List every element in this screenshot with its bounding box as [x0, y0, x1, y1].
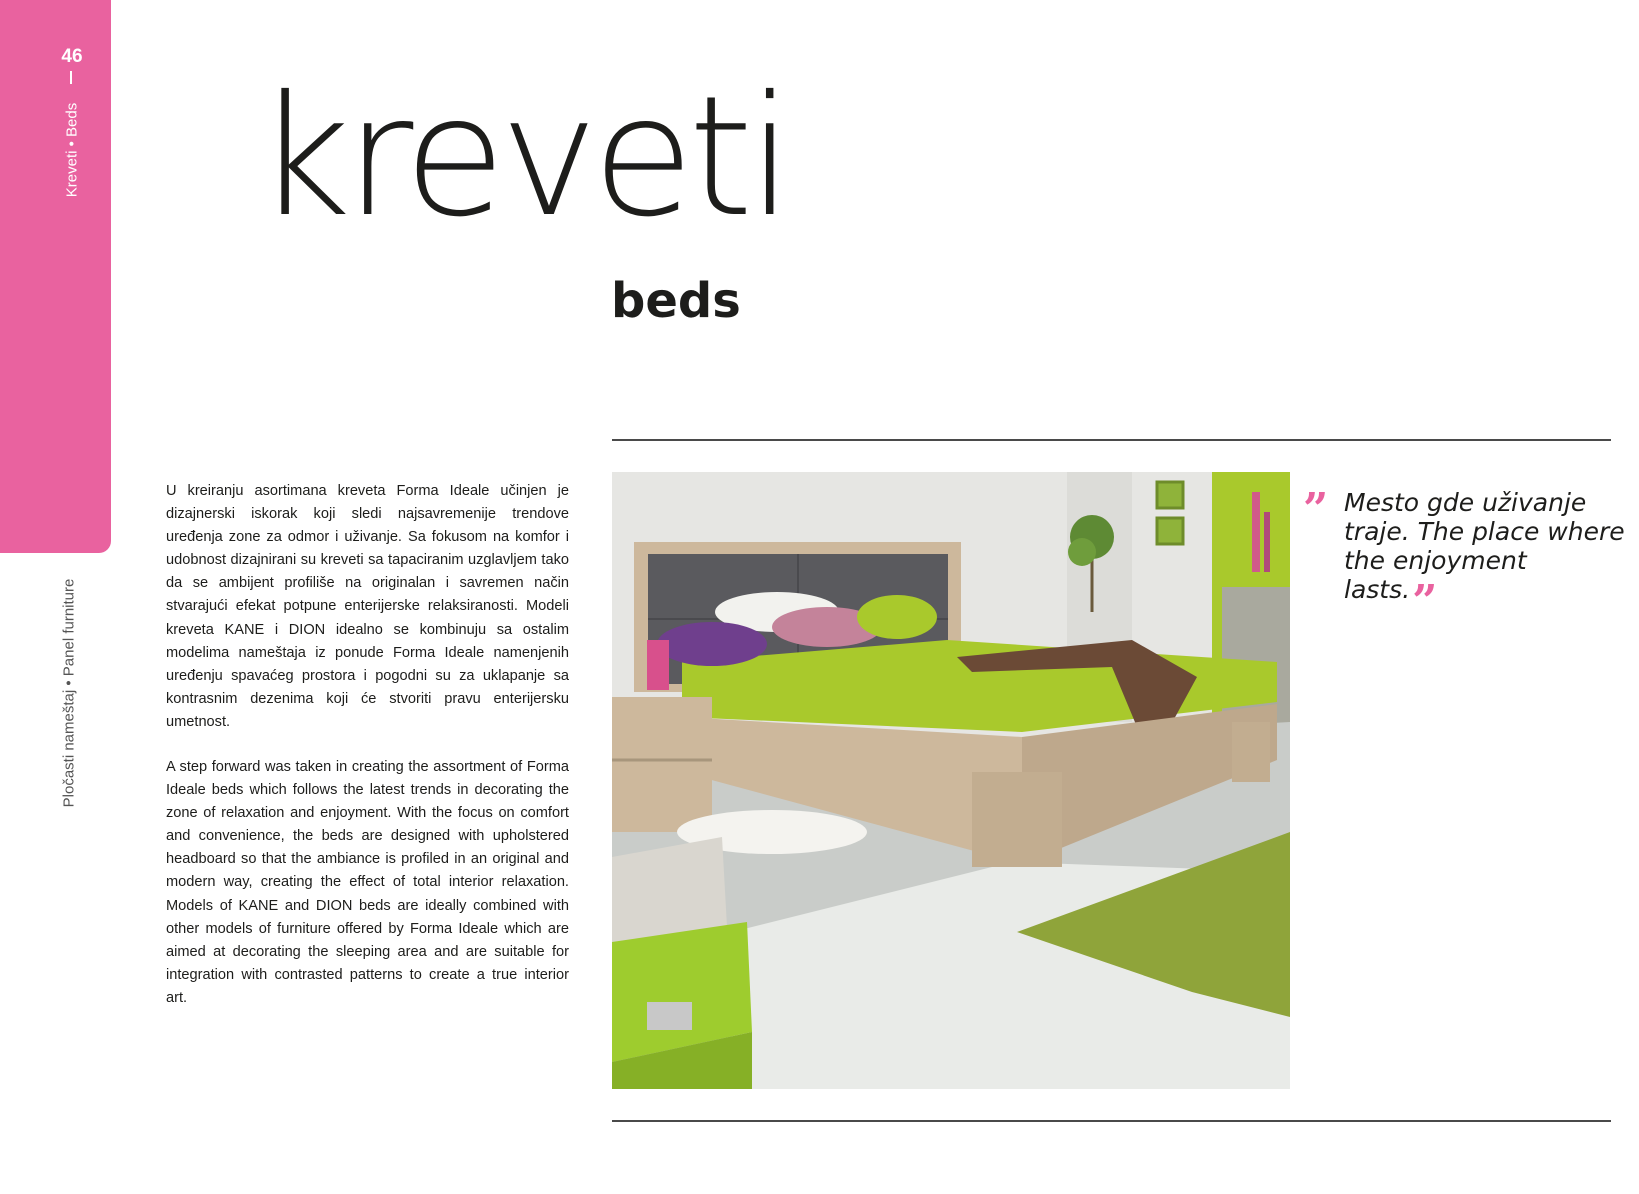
top-divider — [612, 439, 1611, 441]
page-number: 46 — [61, 46, 83, 67]
category-label: Pločasti nameštaj • Panel furniture — [60, 578, 78, 808]
quote-close-mark: ” — [1412, 576, 1438, 627]
page-subtitle: beds — [611, 273, 741, 329]
page-title: kreveti — [255, 61, 788, 254]
paragraph-english: A step forward was taken in creating the assortment of Forma Ideale beds which follows the latest trends in decorating the zone of relaxation and enjoyment. With the focus on comfort and convenience, the beds are designed with upholstered headboard so that the ambiance is profiled in an original and modern way, creating the effect of total interior relaxation. Models of KANE and DION beds are ideally combined with other models of furniture offered by Forma Ideale which are aimed at decorating the sleeping area and are suitable for integration with contrasted patterns to create a true interior art. — [166, 759, 569, 1006]
page-number-divider — [70, 71, 72, 84]
bottom-divider — [612, 1120, 1611, 1122]
frame-2 — [1157, 518, 1183, 544]
pull-quote: ” Mesto gde uživanje traje. The place where the enjoyment lasts.” — [1303, 484, 1625, 627]
paragraph-serbian: U kreiranju asortimana kreveta Forma Ideale učinjen je dizajnerski iskorak koji sledi najsavremenije trendove uređenja zone za odmor i uživanje. Sa fokusom na komfor i udobnost dizajnirani su kreveti sa tapaciranim uzglavljem tako da se ambijent profiliše na originalan i savremen način stvarajući efekat potpune enterijerske relaksiranosti. Modeli kreveta KANE i DION idealno se kombinuju sa ostalim modelima nameštaja iz ponude Forma Ideale namenjenih uređenju spavaćeg prostora i pogodni su za uklapanje sa kontrasnim dezenima koji će stvoriti pravu enterijersku umetnost. — [166, 483, 569, 730]
sidebar-tab — [0, 0, 111, 553]
section-label: Kreveti • Beds — [63, 102, 81, 198]
bed-leg — [972, 772, 1062, 867]
nightstand — [612, 697, 712, 832]
quote-text: Mesto gde uživanje traje. The place where the enjoyment lasts. — [1344, 488, 1625, 604]
frame-1 — [1157, 482, 1183, 508]
bedroom-photo — [612, 472, 1290, 1089]
